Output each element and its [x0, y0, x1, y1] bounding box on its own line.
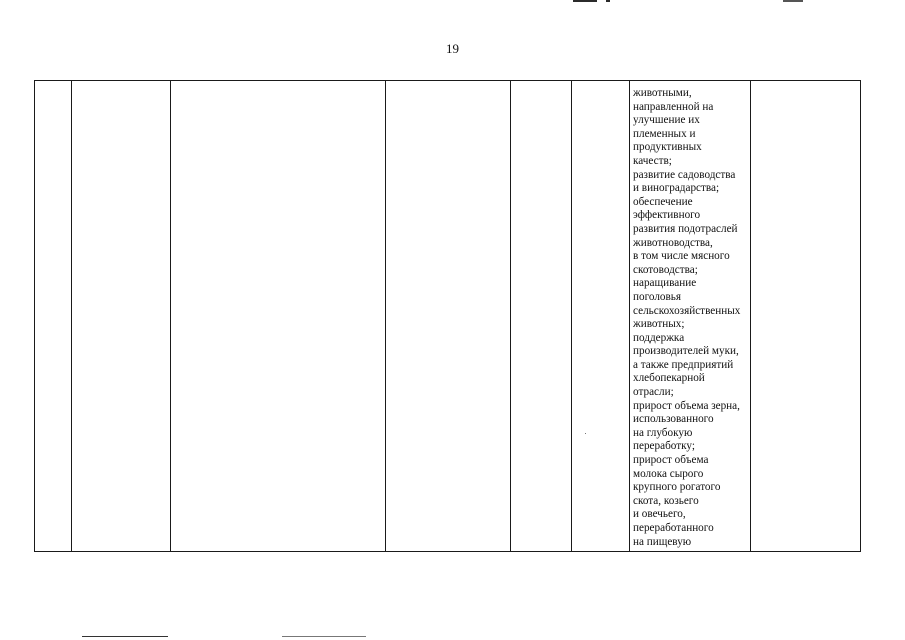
table-cell-col-3: [171, 81, 386, 552]
text-line: крупного рогатого: [633, 481, 721, 494]
scan-artifact-mark: [606, 0, 610, 2]
text-line: переработанного: [633, 522, 714, 534]
text-line: отрасли;: [633, 386, 674, 399]
text-line: развития подотраслей: [633, 222, 738, 235]
text-line: поголовья: [633, 290, 682, 303]
text-line: скота, козьего: [633, 494, 699, 507]
text-line: производителей муки,: [633, 345, 739, 358]
text-line: направленной на: [633, 100, 714, 113]
text-line: продуктивных: [633, 141, 702, 154]
text-line: и виноградарства;: [633, 182, 720, 195]
text-line: животными,: [633, 87, 692, 99]
text-line: племенных и: [633, 127, 696, 140]
signature-line: [82, 636, 168, 637]
cell-text-block: [630, 81, 750, 549]
text-line: животноводства,: [633, 236, 713, 249]
text-line: обеспечение: [633, 195, 693, 208]
text-line: прирост объема: [633, 454, 709, 467]
text-line: эффективного: [633, 209, 701, 222]
text-line: скотоводства;: [633, 263, 698, 276]
scan-artifact-mark: [783, 0, 803, 2]
text-line: молока сырого: [633, 467, 704, 480]
scan-artifact-mark: [573, 0, 597, 2]
text-line: улучшение их: [633, 114, 700, 127]
text-line: на глубокую: [633, 426, 693, 439]
table-cell-col-5: [511, 81, 572, 552]
text-line: качеств;: [633, 154, 672, 167]
table-cell-col-1: [35, 81, 72, 552]
signature-line: [282, 636, 366, 637]
scan-artifact-speck: [585, 433, 586, 434]
table-cell-col-4: [386, 81, 511, 552]
table-cell-col-6: [572, 81, 630, 552]
text-line: на пищевую: [633, 535, 692, 548]
text-line: поддержка: [633, 331, 685, 344]
text-line: использованного: [633, 413, 714, 426]
table-cell-col-2: [72, 81, 171, 552]
page-number: 19: [446, 41, 459, 56]
text-line: переработку;: [633, 440, 695, 453]
text-line: хлебопекарной: [633, 372, 705, 385]
text-line: а также предприятий: [633, 358, 734, 371]
text-line: в том числе мясного: [633, 250, 730, 263]
text-line: развитие садоводства: [633, 168, 736, 181]
text-line: сельскохозяйственных: [633, 304, 741, 317]
table-row: [35, 81, 861, 552]
text-line: прирост объема зерна,: [633, 399, 740, 412]
text-line: наращивание: [633, 277, 697, 290]
text-line: животных;: [633, 318, 685, 331]
table-cell-col-7: [630, 81, 751, 552]
table-cell-col-8: [751, 81, 861, 552]
text-line: и овечьего,: [633, 508, 686, 521]
program-table: [34, 80, 861, 552]
